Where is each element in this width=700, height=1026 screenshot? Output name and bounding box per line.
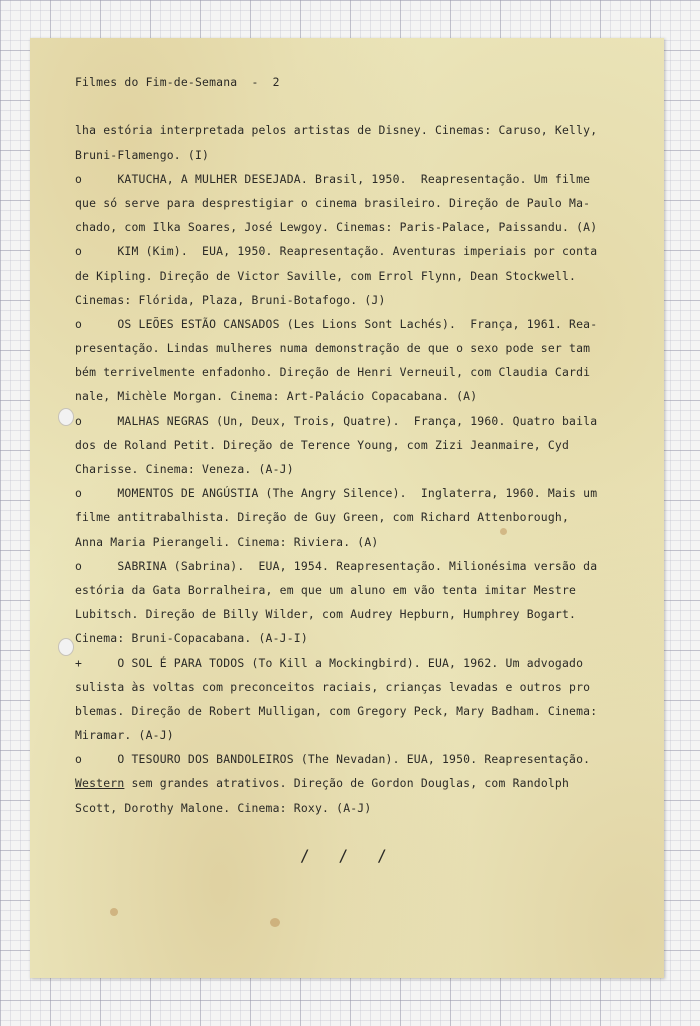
- text-line: estória da Gata Borralheira, em que um aluno em vão tenta imitar Mestre: [75, 582, 577, 597]
- text-line: o MOMENTOS DE ANGÚSTIA (The Angry Silence). Inglaterra, 1960. Mais um: [75, 486, 598, 501]
- text-line: + O SOL É PARA TODOS (To Kill a Mockingbird). EUA, 1962. Um advogado: [75, 655, 584, 670]
- text-line: o KIM (Kim). EUA, 1950. Reapresentação. Aventuras imperiais por conta: [75, 244, 598, 259]
- text-line: o O TESOURO DOS BANDOLEIROS (The Nevadan). EUA, 1950. Reapresentação.: [75, 752, 591, 767]
- text-line: filme antitrabalhista. Direção de Guy Green, com Richard Attenborough,: [75, 510, 570, 525]
- text-line: presentação. Lindas mulheres numa demonstração de que o sexo pode ser tam: [75, 341, 591, 356]
- text-line: o KATUCHA, A MULHER DESEJADA. Brasil, 1950. Reapresentação. Um filme: [75, 171, 591, 186]
- typed-text: [75, 70, 640, 820]
- text-line: o OS LEÕES ESTÃO CANSADOS (Les Lions Sont Lachés). França, 1961. Rea-: [75, 316, 598, 331]
- text-line: Lubitsch. Direção de Billy Wilder, com Audrey Hepburn, Humphrey Bogart.: [75, 607, 577, 622]
- page-header: Filmes do Fim-de-Semana - 2: [75, 75, 280, 89]
- text-line: chado, com Ilka Soares, José Lewgoy. Cinemas: Paris-Palace, Paissandu. (A): [75, 220, 598, 235]
- text-line: Bruni-Flamengo. (I): [75, 147, 210, 162]
- western-rest: sem grandes atrativos. Direção de Gordon Douglas, com Randolph: [124, 776, 570, 791]
- punch-hole: [58, 408, 74, 426]
- stain: [110, 908, 118, 916]
- typed-page: [30, 38, 664, 978]
- text-line: o SABRINA (Sabrina). EUA, 1954. Reapresentação. Milionésima versão da: [75, 558, 598, 573]
- stain: [270, 918, 280, 927]
- western-word: Western: [75, 776, 125, 791]
- text-line: Charisse. Cinema: Veneza. (A-J): [75, 462, 294, 476]
- text-line: [75, 771, 640, 795]
- text-line: Scott, Dorothy Malone. Cinema: Roxy. (A-J): [75, 800, 372, 815]
- text-line: dos de Roland Petit. Direção de Terence Young, com Zizi Jeanmaire, Cyd: [75, 437, 570, 452]
- text-line: Cinemas: Flórida, Plaza, Bruni-Botafogo. (J): [75, 292, 386, 307]
- punch-hole: [58, 638, 74, 656]
- text-line: o MALHAS NEGRAS (Un, Deux, Trois, Quatre). França, 1960. Quatro baila: [75, 413, 598, 428]
- end-marks: / / /: [300, 846, 387, 865]
- text-line: nale, Michèle Morgan. Cinema: Art-Palácio Copacabana. (A): [75, 389, 478, 404]
- text-line: sulista às voltas com preconceitos raciais, crianças levadas e outros pro: [75, 679, 591, 694]
- text-line: bém terrivelmente enfadonho. Direção de Henri Verneuil, com Claudia Cardi: [75, 365, 591, 380]
- text-line: lha estória interpretada pelos artistas de Disney. Cinemas: Caruso, Kelly,: [75, 123, 598, 138]
- text-line: que só serve para desprestigiar o cinema brasileiro. Direção de Paulo Ma-: [75, 195, 591, 210]
- text-line: Cinema: Bruni-Copacabana. (A-J-I): [75, 631, 308, 646]
- blank-line: [75, 94, 640, 118]
- text-line: Anna Maria Pierangeli. Cinema: Riviera. (A): [75, 534, 379, 549]
- text-line: Miramar. (A-J): [75, 728, 174, 743]
- text-line: de Kipling. Direção de Victor Saville, com Errol Flynn, Dean Stockwell.: [75, 268, 577, 283]
- text-line: blemas. Direção de Robert Mulligan, com Gregory Peck, Mary Badham. Cinema:: [75, 703, 598, 718]
